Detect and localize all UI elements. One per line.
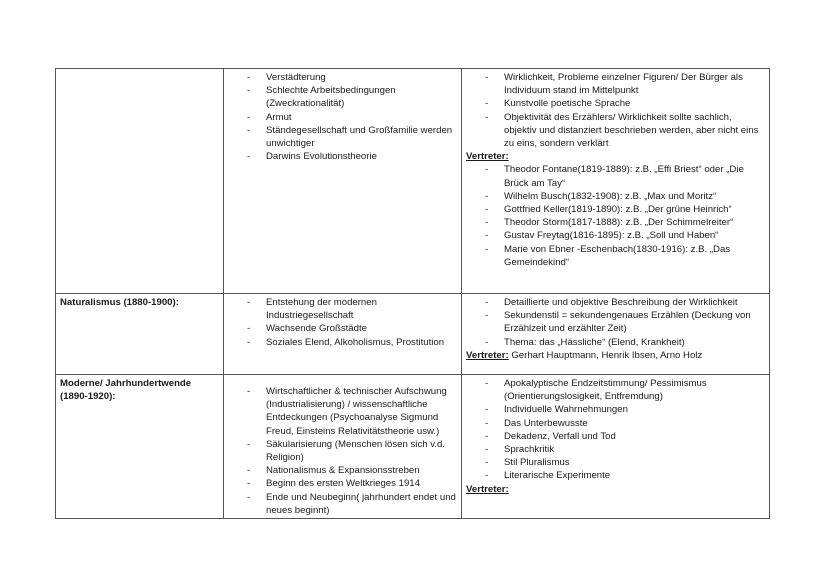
- authors-list: [466, 163, 765, 269]
- literature-epochs-table: [55, 68, 770, 519]
- list-item: - Ende und Neubeginn( jahrhundert endet und neues beginnt): [247, 491, 457, 517]
- list-item: - Säkularisierung (Menschen lösen sich v.d. Religion): [247, 438, 457, 464]
- list-item: - Soziales Elend, Alkoholismus, Prostitution: [247, 336, 457, 349]
- context-list: [228, 385, 457, 517]
- list-item: - Schlechte Arbeitsbedingungen (Zweckrationalität): [247, 84, 457, 110]
- table-row-moderne: [56, 375, 770, 519]
- vertreter-label: Vertreter:: [466, 349, 509, 361]
- context-cell: [224, 294, 462, 375]
- epoch-cell: [56, 69, 224, 294]
- table-body: [56, 69, 770, 519]
- list-item: - Kunstvolle poetische Sprache: [485, 97, 765, 110]
- list-item: - Darwins Evolutionstheorie: [247, 150, 457, 163]
- vertreter-label: Vertreter:: [466, 483, 509, 495]
- list-item: - Gustav Freytag(1816-1895): z.B. „Soll und Haben“: [485, 229, 765, 242]
- epoch-title: Naturalismus (1880-1900):: [60, 297, 179, 308]
- epoch-title: Moderne/ Jahrhundertwende (1890-1920):: [60, 378, 192, 403]
- vertreter-line: [466, 349, 765, 362]
- features-list: [466, 377, 765, 483]
- list-item: - Marie von Ebner -Eschenbach(1830-1916): z.B. „Das Gemeindekind“: [485, 243, 765, 269]
- list-item: - Verstädterung: [247, 71, 457, 84]
- list-item: - Sprachkritik: [485, 443, 765, 456]
- list-item: - Objektivität des Erzählers/ Wirklichkeit sollte sachlich, objektiv und distanziert beschrieben werden, aber nicht eins zu eins, sondern verklärt: [485, 111, 765, 151]
- list-item: - Individuelle Wahrnehmungen: [485, 403, 765, 416]
- list-item: - Theodor Fontane(1819-1889): z.B. „Effi Briest“ oder „Die Brück am Tay“: [485, 163, 765, 189]
- list-item: - Literarische Experimente: [485, 469, 765, 482]
- list-item: - Entstehung der modernen Industriegesellschaft: [247, 296, 457, 322]
- features-list: [466, 71, 765, 150]
- list-item: - Wilhelm Busch(1832-1908): z.B. „Max und Moritz“: [485, 190, 765, 203]
- features-cell: [462, 294, 770, 375]
- list-item: - Ständegesellschaft und Großfamilie werden unwichtiger: [247, 124, 457, 150]
- list-item: - Theodor Storm(1817-1888): z.B. „Der Schimmelreiter“: [485, 216, 765, 229]
- context-cell: [224, 375, 462, 519]
- vertreter-label: Vertreter:: [466, 151, 509, 163]
- list-item: - Nationalismus & Expansionsstreben: [247, 464, 457, 477]
- epoch-cell: [56, 294, 224, 375]
- list-item: - Sekundenstil = sekundengenaues Erzählen (Deckung von Erzählzeit und erzählter Zeit): [485, 309, 765, 335]
- list-item: - Wirtschaftlicher & technischer Aufschwung (Industrialisierung) / wissenschaftliche Entdeckungen (Psychoanalyse Sigmund Freud, Einsteins Relativitätstheorie usw.): [247, 385, 457, 438]
- table-row-naturalismus: [56, 294, 770, 375]
- context-list: [228, 296, 457, 349]
- list-item: - Das Unterbewusste: [485, 417, 765, 430]
- vertreter-names: Gerhart Hauptmann, Henrik Ibsen, Arno Holz: [508, 349, 703, 361]
- list-item: - Wachsende Großstädte: [247, 322, 457, 335]
- features-list: [466, 296, 765, 349]
- list-item: - Detaillierte und objektive Beschreibung der Wirklichkeit: [485, 296, 765, 309]
- list-item: - Thema: das „Hässliche“ (Elend, Krankheit): [485, 336, 765, 349]
- features-cell: [462, 375, 770, 519]
- list-item: - Dekadenz, Verfall und Tod: [485, 430, 765, 443]
- epoch-cell: [56, 375, 224, 519]
- context-cell: [224, 69, 462, 294]
- list-item: - Armut: [247, 111, 457, 124]
- vertreter-line: [466, 150, 765, 163]
- list-item: - Stil Pluralismus: [485, 456, 765, 469]
- list-item: - Wirklichkeit, Probleme einzelner Figuren/ Der Bürger als Individuum stand im Mittelpunkt: [485, 71, 765, 97]
- context-list: [228, 71, 457, 163]
- list-item: - Gottfried Keller(1819-1890): z.B. „Der grüne Heinrich“: [485, 203, 765, 216]
- list-item: - Beginn des ersten Weltkrieges 1914: [247, 477, 457, 490]
- vertreter-line: [466, 483, 765, 496]
- table-row-realismus: [56, 69, 770, 294]
- features-cell: [462, 69, 770, 294]
- list-item: - Apokalyptische Endzeitstimmung/ Pessimismus (Orientierungslosigkeit, Entfremdung): [485, 377, 765, 403]
